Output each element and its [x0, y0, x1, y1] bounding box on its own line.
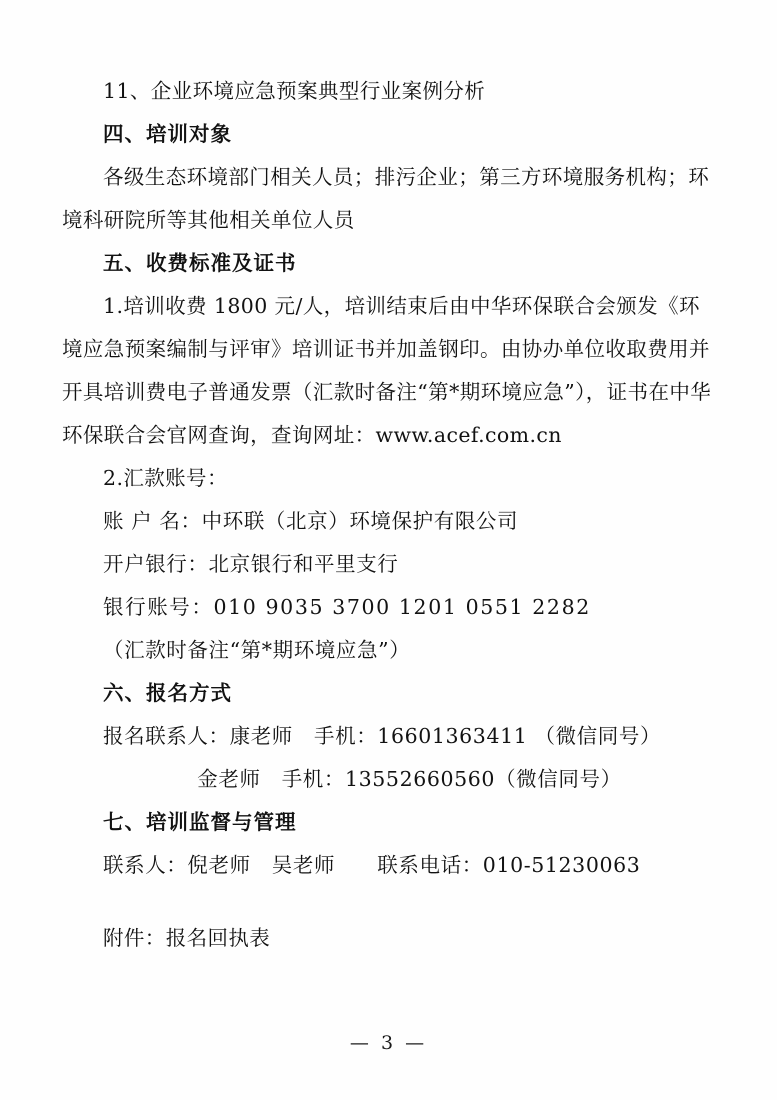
- document-body: [62, 70, 715, 960]
- paragraph-spacer: [62, 887, 715, 917]
- supervision-contact: 联系人：倪老师 吴老师 联系电话：010-51230063: [103, 853, 641, 877]
- page-number: — 3 —: [349, 1032, 428, 1054]
- attachment-line: 附件：报名回执表: [103, 926, 271, 950]
- section-5-paragraph-fee: 1.培训收费 1800 元/人，培训结束后由中华环保联合会颁发《环境应急预案编制与评审》培训证书并加盖钢印。由协办单位收取费用并开具培训费电子普通发票（汇款时备注“第*期环境应急”），证书在中华环保联合会官网查询，查询网址：www.acef.com.cn: [62, 294, 712, 447]
- account-number: 银行账号：010 9035 3700 1201 0551 2282: [103, 595, 591, 619]
- section-heading-6: 六、报名方式: [103, 681, 232, 705]
- section-heading-5: 五、收费标准及证书: [103, 251, 297, 275]
- section-heading-4: 四、培训对象: [103, 122, 232, 146]
- account-name: 账 户 名：中环联（北京）环境保护有限公司: [103, 509, 519, 533]
- section-heading-7: 七、培训监督与管理: [103, 810, 297, 834]
- list-item: 11、企业环境应急预案典型行业案例分析: [103, 79, 486, 103]
- account-remark-note: （汇款时备注“第*期环境应急”）: [103, 638, 411, 662]
- contact-person-jin: 金老师 手机：13552660560（微信同号）: [197, 767, 622, 791]
- section-4-paragraph: 各级生态环境部门相关人员；排污企业；第三方环境服务机构；环境科研院所等其他相关单位人员: [62, 165, 710, 232]
- contact-person-kang: 报名联系人：康老师 手机：16601363411 （微信同号）: [103, 724, 662, 748]
- account-bank: 开户银行：北京银行和平里支行: [103, 552, 399, 576]
- section-5-paragraph-account: 2.汇款账号：: [103, 466, 228, 490]
